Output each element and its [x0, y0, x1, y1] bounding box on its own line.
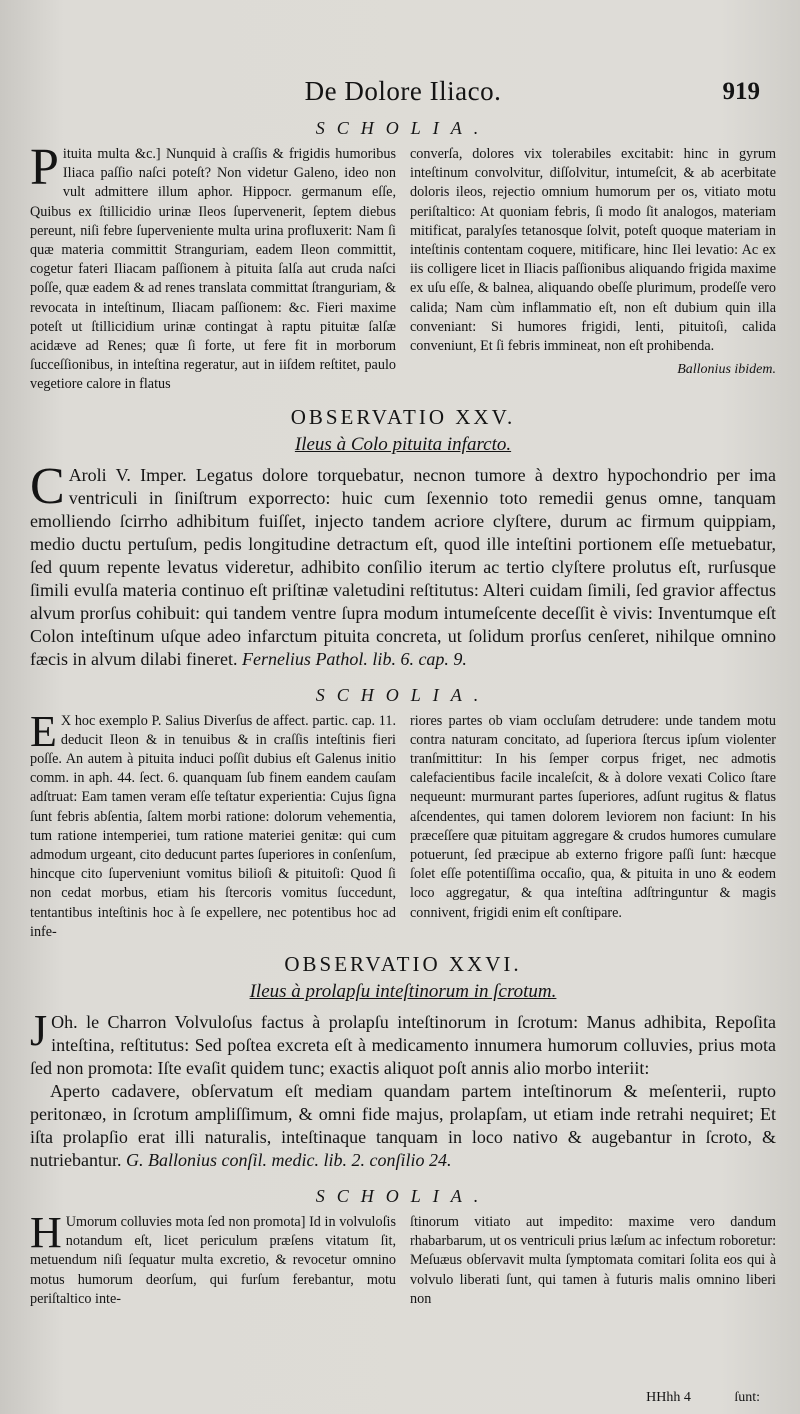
right-column: [410, 145, 776, 395]
paragraph-text: Oh. le Charron Volvuloſus factus à prolapſu inteſtinorum in ſcrotum: Manus adhibita, Repoſita inteſtina, reſtitutus: Sed poſtea excreta eſt à medicamento innumera humorum colluvies, prius mota ſed non promota: Iſte evaſit quidem tunc; exactis aliquot poſt annis alio morbo interiit:: [30, 1012, 776, 1079]
citation: G. Ballonius conſil. medic. lib. 2. conſilio 24.: [125, 1150, 452, 1171]
paragraph-text: Aroli V. Imper. Legatus dolore torquebatur, necnon tumore à dextro hypochondrio per ima ventriculi in ſiniſtrum exporrecto: huic cum ſexennio toto remedii genus omne, tanquam emolliendo ſcirrho adhibitum fuiſſet, injecto tandem acriore clyſtere, durum ac firmum quippiam, medio ductu pertuſum, pedis longitudine detractum eſt, quod ille inteſtini portionem eſſe metuebatur, ſed quum repente levatus videretur, adhibito conſilio iterum ac tertio clyſtere prolutus eſt, rurſusque ſimili evulſa materia continuo eſt priſtinæ valetudini reſtitutus: Alteri cuidam ſimili, ſed gravior affectus alvum prorſus cohibuit: qui tandem ventre ſupra modum intumeſcente deceſſit è vivis: Inventumque eſt Colon inteſtinum uſque adeo infarctum pituita concreta, ut ſolidum prorſus cenſeret, nihilque omnino fæcis in alvum dilabi fineret.: [30, 464, 776, 669]
paragraph-text: riores partes ob viam occluſam detrudere: unde tandem motu contra naturam concitato, ad ſuperiora ſtercus ipſum violenter tranſmittitur: In his ſemper corpus friget, nec admotis calefacientibus facile incaleſcit, & à dolore vexati Colico ſtare nequeunt: murmurant partes ſuperiores, adſunt rugitus & flatus aſcendentes, qui tamen dolorem leviorem non faciunt: In his præceſſere quæ pituitam aggregare & crudos humores cumulare potuerunt, ſed præcipue ab externo frigore paſſi ſunt: hæcque ſolet eſſe potentiſſima occaſio, qua, & pituita in uno & eodem loco aggregatur, & qua inteſtina adſtringuntur & magis connivent, frigidi enim eſt conſtipare.: [410, 712, 776, 921]
paragraph-text: X hoc exemplo P. Salius Diverſus de affect. partic. cap. 11. deducit Ileon & in tenuibus & in craſſis inteſtinis fieri poſſe. An autem à pituita induci poſſit dubius eſt Galenus initio comm. in aph. 44. ſect. 6. quanquam ſub finem eandem cauſam adſtruat: Eam tamen veram eſſe teſtatur experientia: Cujus ſigna ſunt febris abſentia, ſaltem morbi ratione: dolorum vehementia, tum ratione intemperiei, tum ratione materiei genitæ: qui cum admodum urgeant, cito deducunt partes ſuperiores in conſenſum, hincque cito ſuperveniunt vomitus bilioſi & pituitoſi: Quod ſi non cedat morbus, etiam his ſtercoris vomitus ſuccedunt, tentantibus inteſtinis hoc à ſe expellere, nec potentibus hoc ad infe-: [30, 712, 396, 940]
catchword: ſunt:: [734, 1390, 760, 1405]
drop-cap: E: [30, 706, 57, 756]
scholia-block-2: [30, 706, 776, 942]
paragraph-text: Aperto cadavere, obſervatum eſt mediam quandam partem inteſtinorum & meſenterii, rupto peritonæo, in ſcrotum ampliſſimum, & omni fide majus, prolapſam, ut etiam inde retrahi nequiret; Et iſta prolapſio erat illi naturalis, inteſtinaque tanquam in loco nativo & augebantur in ſcroto, & nutriebantur.: [30, 1081, 776, 1171]
observation-title: Ileus à prolapſu inteſtinorum in ſcrotum.: [249, 981, 557, 1003]
paragraph-text: ituita multa &c.] Nunquid à craſſis & frigidis humoribus Iliaca paſſio naſci poteſt? Non videtur Galeno, ideo non vult admittere illum aphor. Hippocr. germanum eſſe, Quibus ex ſtillicidio urinæ Ileos ſupervenerit, ſeptem diebus pereunt, niſi febre ſuperveniente multa urina profluxerit: Nam ſi quæ materia committit Stranguriam, eadem Ileon committit, cogetur fateri Iliacam paſſionem à pituita ſalſa aut cruda naſci poſſe, quæ eadem & ad renes translata committat ſtranguriam, & revocata in inteſtinum, Iliacam paſſionem: &c. Fieri maxime poteſt ut ſtillicidium urinæ contingat à raptu pituitæ ſalſæ acidæve ad Renes; quæ ſi forte, ut fere fit in morborum ſucceſſionibus, in inteſtina regeratur, aut in iiſdem reſtitet, paulo vegetiore calore in flatus: [30, 146, 396, 393]
signature-mark: HHhh 4: [646, 1390, 691, 1405]
observation-title: Ileus à Colo pituita infarcto.: [294, 433, 512, 455]
observation-heading: OBSERVATIO XXVI.: [284, 952, 522, 977]
citation: Fernelius Pathol. lib. 6. cap. 9.: [241, 648, 467, 669]
page-footer: [646, 1390, 760, 1406]
drop-cap: C: [30, 457, 65, 515]
observation-26-body: [30, 1006, 776, 1172]
left-column: [30, 1208, 396, 1309]
paragraph-text: Umorum colluvies mota ſed non promota] Id in volvuloſis notandum eſt, licet periculum præſens vitatum ſit, metuendum niſi ſequatur multa excretio, & revocetur omnino motus humorum deorſum, qui furſum ferebantur, motu periſtaltico inte-: [30, 1214, 396, 1307]
scholia-block-3: [30, 1208, 777, 1309]
scholia-block-1: [30, 139, 776, 395]
left-column: [30, 139, 396, 395]
right-column: [410, 712, 776, 942]
observation-heading: OBSERVATIO XXV.: [290, 404, 516, 429]
scholia-heading: SCHOLIA.: [315, 1186, 491, 1207]
running-title: De Dolore Iliaco.: [304, 76, 502, 106]
scholia-heading: SCHOLIA.: [315, 684, 491, 705]
observation-25-body: [30, 457, 776, 671]
drop-cap: J: [30, 1006, 48, 1056]
page-header: [30, 0, 776, 104]
paragraph-text: ſtinorum vitiato aut impedito: maxime vero dandum rhabarbarum, ut os ventriculi prius læſum ac infectum roboretur: Meſuæus obſervavit multa ſymptomata comitari ſolita eos qui à volvulo liberati ſunt, qui tamen à futuris malis omnino liberi non: [410, 1214, 777, 1307]
drop-cap: H: [30, 1208, 62, 1258]
drop-cap: P: [30, 139, 59, 196]
left-column: [30, 706, 396, 942]
scholia-heading: SCHOLIA.: [315, 118, 491, 138]
right-column: [410, 1213, 776, 1309]
citation: Ballonius ibidem.: [677, 362, 776, 378]
paragraph-text: converſa, dolores vix tolerabiles excitabit: hinc in gyrum inteſtinum convolvitur, diſſolvitur, intumeſcit, & ab acerbitate doloris ileos, rejectio omnium humorum per os, vitiato motu periſtaltico: At quoniam febris, ſi modo ſit analogos, materiam mitificat, paralyſes tetanosque ſolvit, poteſt quoque materiam in inteſtinis contentam coquere, mitificare, hinc Ilei levatio: Ac ex iis colligere licet in Iliacis paſſionibus aliquando frigida maxime ex uſu eſſe, & balnea, aliquando obeſſe plurimum, prodeſſe vero calida; Nam cùm inflammatio eſt, non eſt dubium quin illa conveniant: Si humores frigidi, lenti, pituitoſi, calida conveniunt, Et ſi febris immineat, non eſt prohibenda.: [410, 146, 776, 355]
page-number: 919: [722, 78, 760, 105]
